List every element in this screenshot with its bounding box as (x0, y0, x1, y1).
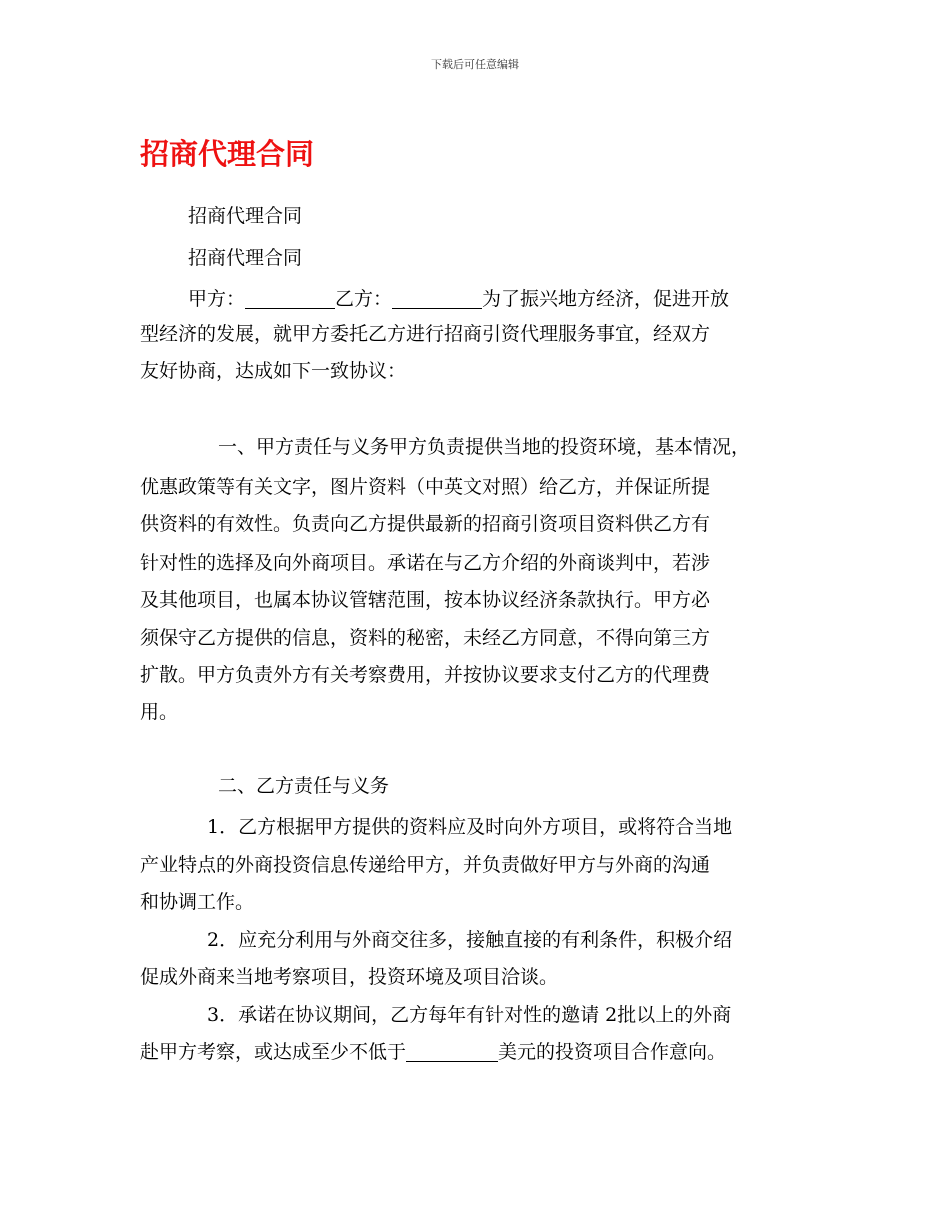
section1-line: 优惠政策等有关文字，图片资料（中英文对照）给乙方，并保证所提 (140, 476, 711, 498)
intro-line-1-tail: 为了振兴地方经济，促进开放 (482, 288, 730, 310)
section2-item1-line: 产业特点的外商投资信息传递给甲方，并负责做好甲方与外商的沟通 (140, 854, 711, 876)
section1-line: 扩散。甲方负责外方有关考察费用，并按协议要求支付乙方的代理费 (140, 664, 711, 686)
document-title: 招商代理合同 (140, 137, 315, 171)
party-a-label: 甲方： (188, 288, 246, 310)
intro-line-3: 友好协商，达成如下一致协议： (140, 360, 407, 382)
section1-line: 须保守乙方提供的信息，资料的秘密，未经乙方同意，不得向第三方 (140, 627, 711, 649)
intro-line-2: 型经济的发展，就甲方委托乙方进行招商引资代理服务事宜，经双方 (140, 323, 711, 345)
section2-heading: 二、乙方责任与义务 (218, 775, 390, 797)
section2-item2-line: 2．应充分利用与外商交往多，接触直接的有利条件，积极介绍 (207, 929, 733, 951)
party-b-blank (392, 288, 482, 309)
section1-line: 供资料的有效性。负责向乙方提供最新的招商引资项目资料供乙方有 (140, 513, 711, 535)
section2-item1-line: 和协调工作。 (140, 891, 255, 913)
section2-item3-line-1: 3．承诺在协议期间，乙方每年有针对性的邀请 2批以上的外商 (207, 1004, 732, 1026)
header-note: 下载后可任意编辑 (431, 58, 519, 71)
section2-item1-line: 1．乙方根据甲方提供的资料应及时向外方项目，或将符合当地 (207, 816, 733, 838)
subtitle-1: 招商代理合同 (188, 205, 303, 227)
section2-item3-line-2 (140, 1034, 726, 1070)
item3-line-2-tail: 美元的投资项目合作意向。 (498, 1041, 727, 1063)
item3-line-2-head: 赴甲方考察，或达成至少不低于 (140, 1041, 407, 1063)
party-b-label: 乙方： (335, 288, 393, 310)
section1-line: 用。 (140, 701, 179, 723)
intro-line-1 (188, 281, 729, 317)
investment-amount-blank (406, 1041, 498, 1062)
subtitle-2: 招商代理合同 (188, 247, 303, 269)
section1-line: 及其他项目，也属本协议管辖范围，按本协议经济条款执行。甲方必 (140, 589, 711, 611)
section1-line: 一、甲方责任与义务甲方负责提供当地的投资环境，基本情况， (218, 436, 751, 458)
section1-line: 针对性的选择及向外商项目。承诺在与乙方介绍的外商谈判中，若涉 (140, 552, 711, 574)
party-a-blank (245, 288, 335, 309)
section2-item2-line: 促成外商来当地考察项目，投资环境及项目洽谈。 (140, 966, 559, 988)
